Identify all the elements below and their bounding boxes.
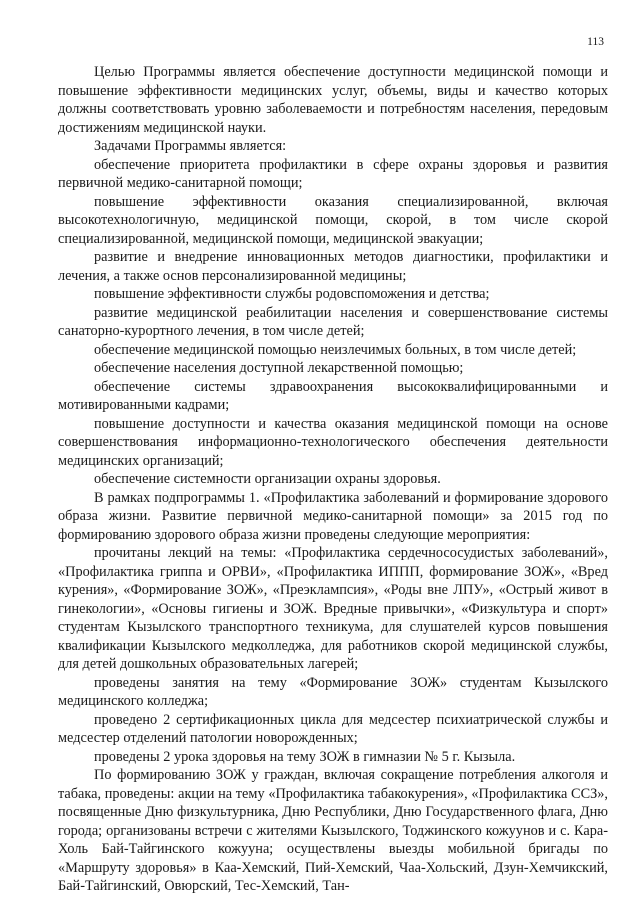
list-item: прочитаны лекций на темы: «Профилактика сердечнососудистых заболеваний», «Профилактика гриппа и ОРВИ», «Профилактика ИППП, формирование ЗОЖ», «Вред курения», «Формирование ЗОЖ», «Преэклампсия», «Роды вне ЛПУ», «Острый живот в гинекологии», «Основы гигиены и ЗОЖ. Вредные привычки», «Физкультура и спорт» студентам Кызылского транспортного техникума, для слушателей курсов повышения квалификации Кызылского медколледжа, для работников скорой медицинской службы, для детей дошкольных образовательных лагерей; <box>58 545 608 672</box>
list-item: обеспечение системности организации охраны здоровья. <box>94 471 441 487</box>
document-body <box>58 63 608 896</box>
list-item: проведены 2 урока здоровья на тему ЗОЖ в гимназии № 5 г. Кызыла. <box>94 748 516 765</box>
list-item: обеспечение медицинской помощью неизлечимых больных, в том числе детей; <box>94 341 577 358</box>
paragraph-goal: Целью Программы является обеспечение доступности медицинской помощи и повышение эффективности медицинских услуг, объемы, виды и качество которых должны соответствовать уровню заболеваемости и потребностям населения, передовым достижениям медицинской науки. <box>58 64 608 136</box>
paragraph-subprogram-intro: В рамках подпрограммы 1. «Профилактика заболеваний и формирование здорового образа жизни. Развитие первичной медико-санитарной помощи» за 2015 год по формированию здорового образа жизни проведены следующие мероприятия: <box>58 489 608 543</box>
paragraph-tasks-heading: Задачами Программы является: <box>94 138 287 154</box>
list-item: проведены занятия на тему «Формирование ЗОЖ» студентам Кызылского медицинского колледжа; <box>58 674 608 709</box>
list-item: обеспечение приоритета профилактики в сфере охраны здоровья и развития первичной медико-санитарной помощи; <box>58 156 608 191</box>
list-item: повышение доступности и качества оказания медицинской помощи на основе совершенствования информационно-технологического обеспечения деятельности медицинских организаций; <box>58 415 608 469</box>
page-number: 113 <box>587 36 604 48</box>
list-item: повышение эффективности оказания специализированной, включая высокотехнологичную, медицинской помощи, скорой, в том числе скорой специализированной, медицинской помощи, медицинской эвакуации; <box>58 193 608 247</box>
list-item: развитие медицинской реабилитации населения и совершенствование системы санаторно-курортного лечения, в том числе детей; <box>58 304 608 339</box>
list-item: повышение эффективности службы родовспоможения и детства; <box>94 286 490 302</box>
paragraph-healthy-lifestyle: По формированию ЗОЖ у граждан, включая сокращение потребления алкоголя и табака, проведены: акции на тему «Профилактика табакокурения», «Профилактика ССЗ», посвященные Дню физкультурника, Дню Республики, Дню Государственного флага, Дню города; организованы встречи с жителями Кызылского, Тоджинского кожуунов и с. Кара-Холь Бай-Тайгинского кожууна; осуществлены выезды мобильной бригады по «Маршруту здоровья» в Каа-Хемский, Пий-Хемский, Чаа-Хольский, Дзун-Хемчикский, Бай-Тайгинский, Овюрский, Тес-Хемский, Тан- <box>58 767 608 894</box>
list-item: проведено 2 сертификационных цикла для медсестер психиатрической службы и медсестер отделений патологии новорожденных; <box>58 711 608 746</box>
list-item: обеспечение населения доступной лекарственной помощью; <box>94 360 464 376</box>
list-item: обеспечение системы здравоохранения высококвалифицированными и мотивированными кадрами; <box>58 378 608 413</box>
list-item: развитие и внедрение инновационных методов диагностики, профилактики и лечения, а также основ персонализированной медицины; <box>58 249 608 284</box>
